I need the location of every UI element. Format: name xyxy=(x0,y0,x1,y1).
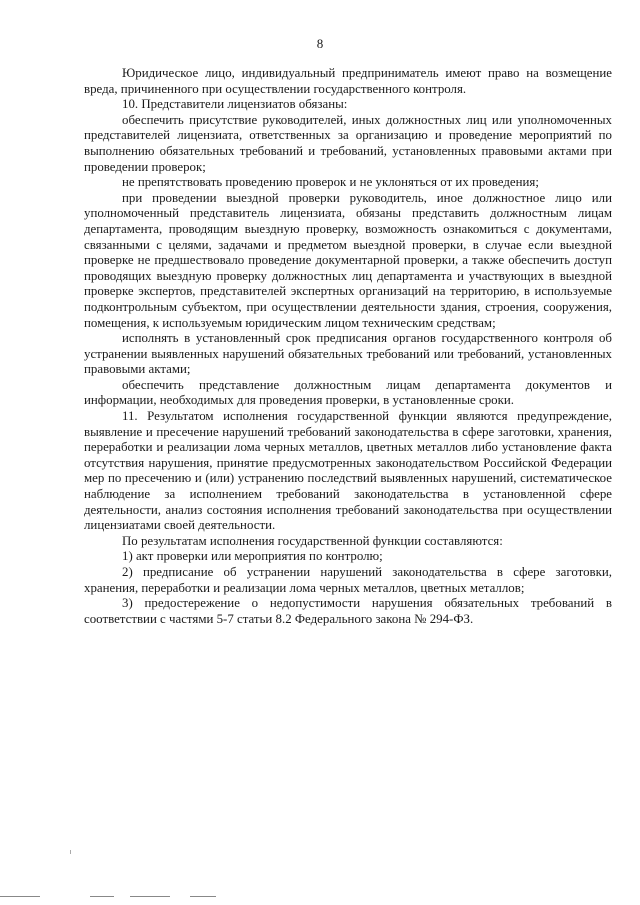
scan-artifact-line xyxy=(190,896,216,897)
scan-artifact-line xyxy=(0,896,40,897)
list-item-inspection-act: 1) акт проверки или мероприятия по контролю; xyxy=(122,549,383,564)
paragraph-onsite-inspection: при проведении выездной проверки руководитель, иное должностное лицо или уполномоченный представитель лицензиата, обязаны представить должностным лицам департамента, проводящим выездную проверку, возможность ознакомиться с документами, связанными с целями, задачами и предметом выездной проверки, в случае если выездной проверке не предшествовало проведение документарной проверки, а также обеспечить доступ проводящих выездную проверку должностных лиц департамента и участвующих в выездной проверке экспертов, представителей экспертных организаций на территорию, в используемые подконтрольным субъектом, при осуществлении деятельности здания, строения, сооружения, помещения, к используемым юридическим лицом техническим средствам; xyxy=(84,190,612,330)
scan-artifact-line xyxy=(130,896,170,897)
paragraph-ensure-presence: обеспечить присутствие руководителей, иных должностных лиц или уполномоченных представителей лицензиата, ответственных за организацию и проведение мероприятий по выполнению обязательных требований и требований, установленных правовыми актами при проведении проверок; xyxy=(84,112,612,174)
paragraph-not-obstruct: не препятствовать проведению проверок и не уклоняться от их проведения; xyxy=(122,175,539,190)
paragraph-section-10-heading: 10. Представители лицензиатов обязаны: xyxy=(122,97,348,112)
paragraph-section-11-result: 11. Результатом исполнения государственной функции являются предупреждение, выявление и пресечение нарушений требований законодательства в сфере заготовки, хранения, переработки и реализации лома черных металлов, цветных металлов либо установление факта отсутствия нарушения, принятие предусмотренных законодательством Российской Федерации мер по пресечению и (или) устранению последствий выявленных нарушений, систематическое наблюдение за исполнением требований законодательства в установленной сфере деятельности, анализ состояния исполнения требований законодательства при осуществлении лицензиатами своей деятельности. xyxy=(84,409,612,533)
scan-artifact-line xyxy=(90,896,114,897)
list-item-order: 2) предписание об устранении нарушений законодательства в сфере заготовки, хранения, переработки и реализации лома черных металлов, цветных металлов; xyxy=(84,565,612,595)
document-body xyxy=(84,66,612,627)
paragraph-execute-orders: исполнять в установленный срок предписания органов государственного контроля об устранении выявленных нарушений обязательных требований или требований, установленных правовыми актами; xyxy=(84,331,612,377)
paragraph-results-compiled: По результатам исполнения государственной функции составляются: xyxy=(122,533,503,548)
paragraph-provide-documents: обеспечить представление должностным лицам департамента документов и информации, необходимых для проведения проверки, в установленные сроки. xyxy=(84,377,612,408)
scan-artifact-dot xyxy=(70,850,71,854)
page-number: 8 xyxy=(316,36,324,51)
paragraph-compensation: Юридическое лицо, индивидуальный предприниматель имеют право на возмещение вреда, причиненного при осуществлении государственного контроля. xyxy=(84,66,612,96)
list-item-warning: 3) предостережение о недопустимости нарушения обязательных требований в соответствии с частями 5-7 статьи 8.2 Федерального закона № 294-ФЗ. xyxy=(84,596,612,626)
